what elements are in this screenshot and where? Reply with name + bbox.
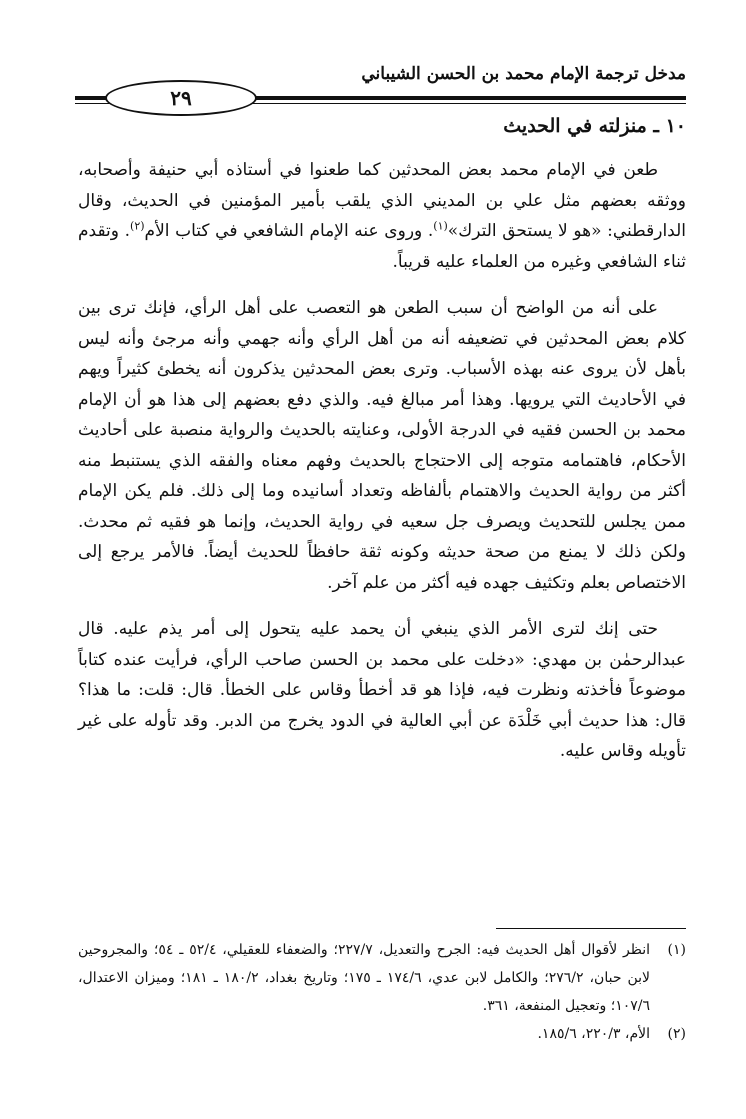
paragraph-1: [78, 155, 686, 277]
footnote-number: (٢): [667, 1026, 686, 1042]
page-number: ٢٩: [170, 86, 192, 110]
running-title: مدخل ترجمة الإمام محمد بن الحسن الشيباني: [361, 64, 686, 84]
page-number-badge: [105, 80, 257, 116]
section-heading: ١٠ ـ منزلته في الحديث: [503, 115, 686, 137]
paragraph-1-part-b: . وروى عنه الإمام الشافعي في كتاب الأم: [144, 221, 434, 241]
paragraph-2: على أنه من الواضح أن سبب الطعن هو التعصب على أهل الرأي، فإنك ترى بين كلام بعض المحدثين في تضعيفه أنه من أهل الرأي وأنه جهمي وأنه مرجئ وأنه ليس بأهل لأن يروى عنه بهذه الأسباب. وترى بعض المحدثين يذكرون أنه يخطئ كثيراً ويهم في الأحاديث التي يرويها. وهذا أمر مبالغ فيه. والذي دفع بعضهم إلى هذا هو أن الإمام محمد بن الحسن فقيه في الدرجة الأولى، وعنايته بالحديث والرواية منصبة على أحاديث الأحكام، فاهتمامه متوجه إلى الاحتجاج بالحديث وفهم معناه والفقه الذي يستنبط منه أكثر من رواية الحديث والاهتمام بألفاظه وتعداد أسانيده وما إلى ذلك. فلم يكن الإمام ممن يجلس للتحديث ويصرف جل سعيه في رواية الحديث، وإنما هو فقيه ثم محدث. ولكن ذلك لا يمنع من صحة حديثه وكونه ثقة حافظاً للحديث أيضاً. فالأمر يرجع إلى الاختصاص بعلم وتكثيف جهده فيه أكثر من علم آخر.: [78, 298, 686, 593]
paragraph-1-part-a: طعن في الإمام محمد بعض المحدثين كما طعنوا في أستاذه أبي حنيفة وأصحابه، ووثقه بعضهم مثل علي بن المديني الذي يلقب بأمير المؤمنين في الحديث، وقال الدارقطني: «هو لا يستحق الترك»: [78, 160, 687, 241]
footnote-ref-2[interactable]: (٢): [130, 219, 145, 233]
footnote-2: [78, 1020, 686, 1048]
paragraph-3: حتى إنك لترى الأمر الذي ينبغي أن يحمد عليه يتحول إلى أمر يذم عليه. قال عبدالرحمٰن بن مهدي: «دخلت على محمد بن الحسن صاحب الرأي، فرأيت عنده كتاباً موضوعاً فأخذته ونظرت فيه، فإذا هو قد أخطأ وقاس على الخطأ. قال: قلت: ما هذا؟ قال: هذا حديث أبي خَلْدَة عن أبي العالية في الدود يخرج من الدبر. وقد تأوله على غير تأويله وقاس عليه.: [78, 619, 686, 761]
footnotes: [78, 936, 686, 1048]
footnote-text: انظر لأقوال أهل الحديث فيه: الجرح والتعديل، ٢٢٧/٧؛ والضعفاء للعقيلي، ٥٢/٤ ـ ٥٤؛ والمجروحين لابن حبان، ٢٧٦/٢؛ والكامل لابن عدي، ١٧٤/٦ ـ ١٧٥؛ وتاريخ بغداد، ١٨٠/٢ ـ ١٨١؛ وميزان الاعتدال، ١٠٧/٦؛ وتعجيل المنفعة، ٣٦١.: [78, 942, 651, 1014]
page-header: [75, 60, 686, 110]
footnote-1: [78, 936, 686, 1020]
footnote-ref-1[interactable]: (١): [433, 219, 448, 233]
main-text: [78, 115, 686, 783]
paragraph-1-part-c: . وتقدم ثناء الشافعي وغيره من العلماء عليه قريباً.: [78, 221, 686, 272]
footnote-divider: [496, 928, 686, 929]
footnote-number: (١): [667, 942, 686, 958]
footnote-text: الأم، ٢٢٠/٣، ١٨٥/٦.: [537, 1026, 650, 1042]
